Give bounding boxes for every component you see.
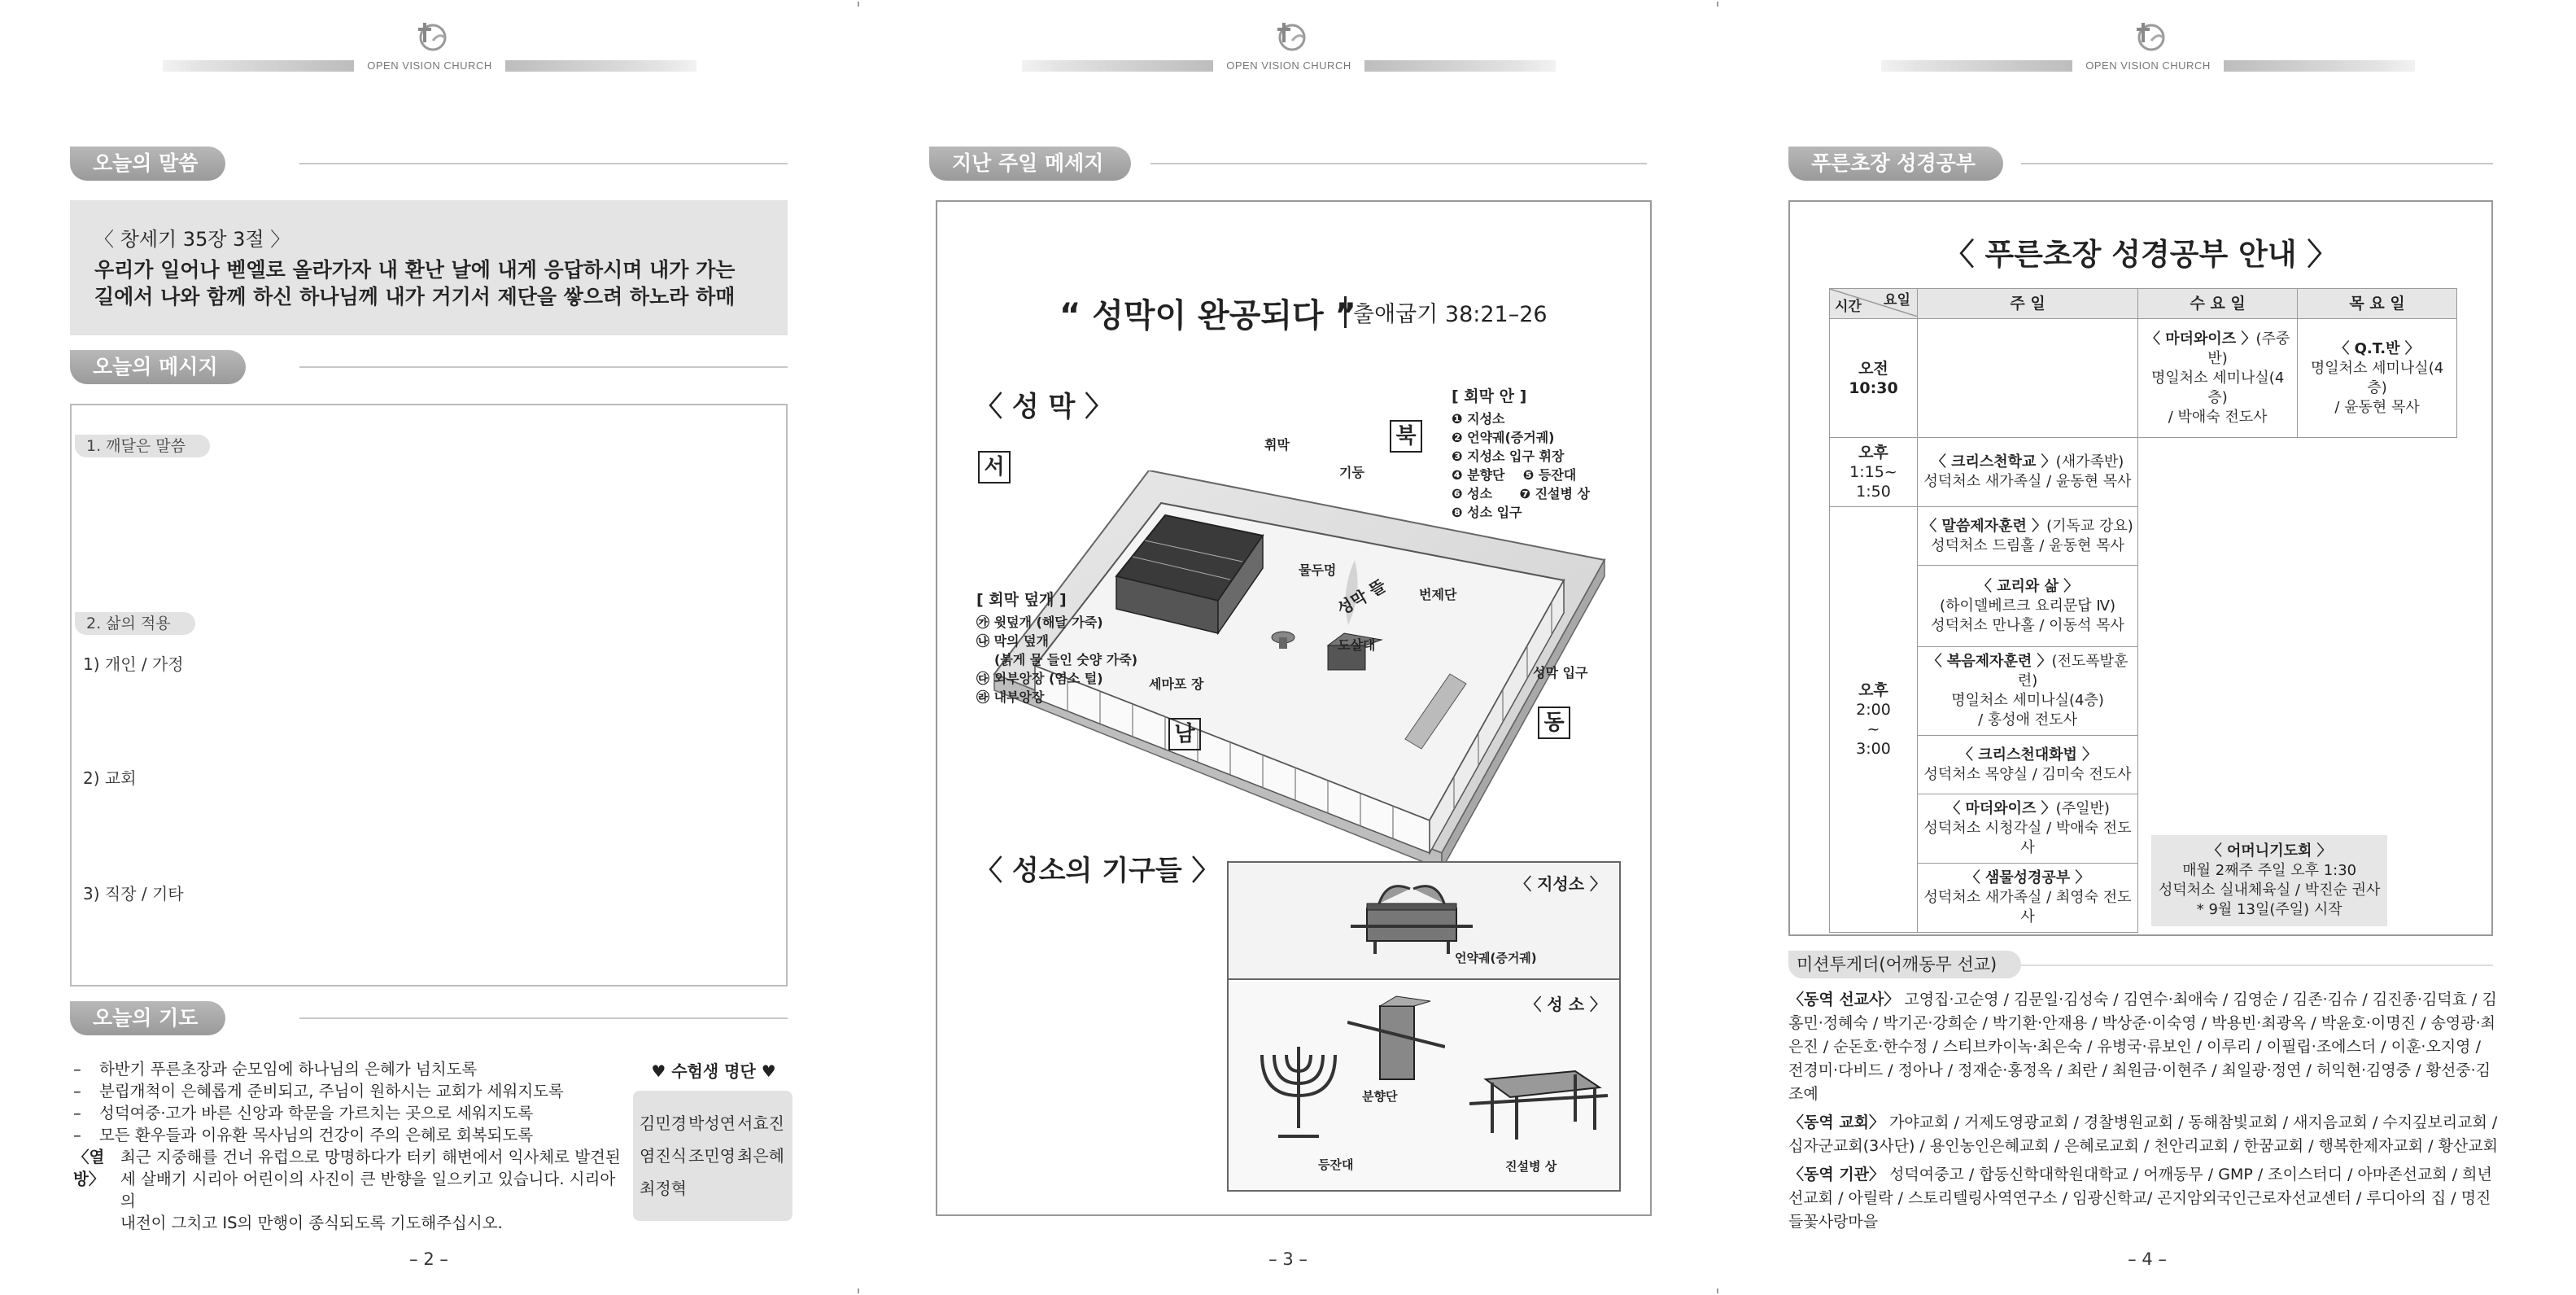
direction-west: 서: [978, 451, 1011, 483]
name-row: 김민경 박성연 서효진: [640, 1113, 784, 1133]
church-name: OPEN VISION CHURCH: [367, 59, 492, 72]
label-pillar: 기둥: [1339, 465, 1364, 480]
section-rule: [299, 163, 788, 164]
holiest-panel: [1229, 863, 1619, 980]
section-title: 오늘의 말씀: [70, 147, 225, 181]
header-bar-left: [1881, 60, 2072, 72]
tent-legend: [ 회막 안 ] ❶ 지성소 ❷ 언약궤(증거궤) ❸ 지성소 입구 휘장 ❹ 분향단 ❺ 등잔대 ❻ 성소 ❼ 진설병 상 ❽ 성소 입구: [1452, 387, 1590, 520]
apply-label: 1) 개인 / 가정: [83, 654, 184, 674]
page-3: [859, 0, 1717, 1295]
verse-line: 우리가 일어나 벧엘로 올라가자 내 환난 날에 내게 응답하시며 내가 가는: [94, 258, 736, 282]
church-logo-icon: [413, 18, 449, 54]
prayer-nations: 〈열방〉 최근 지중해를 건너 유럽으로 망명하다가 터키 해변에서 익사체로 발견된 세 살배기 시리아 어린이의 사진이 큰 반향을 일으키고 있습니다. 시리아의 내전이 그치고 IS의 만행이 종식되도록 기도해주십시오.: [73, 1148, 621, 1232]
name-row: 최정혁: [640, 1179, 687, 1198]
verse-box: [70, 200, 788, 335]
section-title: 오늘의 메시지: [70, 350, 246, 384]
sunday-header: 주 일: [1917, 289, 2137, 319]
prayer-item: – 분립개척이 은혜롭게 준비되고, 주님이 원하시는 교회가 세워지도록: [73, 1082, 564, 1100]
page-number: – 3 –: [1268, 1249, 1308, 1269]
church-header: [1881, 18, 2415, 75]
vessels-figure: [1227, 861, 1621, 1192]
section-title: 지난 주일 메세지: [929, 147, 1131, 181]
label-altar: 번제단: [1419, 587, 1457, 602]
message-notes-box[interactable]: [70, 404, 788, 987]
cover-legend: [ 회막 덮개 ] ㉮ 윗덮개 (해달 가죽) ㉯ 막의 덮개 (붉게 물 들인 숫양 가죽) ㉰ 외부앙장 (염소 털) ㉱ 내부앙장: [976, 591, 1138, 705]
prayer-item: – 하반기 푸른초장과 순모임에 하나님의 은혜가 넘치도록: [73, 1060, 478, 1078]
schedule-cell: 〈 마더와이즈 〉(주일반) 성덕처소 시청각실 / 박애숙 전도사: [1917, 794, 2137, 864]
label-slaughter-table: 도살대: [1338, 637, 1376, 653]
mission-title: 미션투게더(어깨동무 선교): [1788, 951, 2021, 978]
sermon-reference: 출애굽기 38:21–26: [1344, 296, 1548, 328]
prayer-item: – 성덕여중·고가 바른 신앙과 학문을 가르치는 곳으로 세워지도록: [73, 1104, 534, 1122]
study-schedule-table: [1829, 288, 2457, 933]
time-cell: 오후 2:00 ~ 3:00: [1830, 507, 1918, 933]
direction-east: 동: [1538, 707, 1570, 739]
header-bar-right: [1364, 60, 1556, 72]
study-guide-title: 〈 푸른초장 성경공부 안내 〉: [1944, 237, 2338, 272]
mothers-prayer-box: 〈 어머니기도회 〉 매월 2째주 주일 오후 1:30 성덕처소 실내체육실 / 박진순 권사 * 9월 13일(주일) 시작: [2151, 835, 2387, 926]
church-name: OPEN VISION CHURCH: [1226, 59, 1351, 72]
schedule-cell: 〈 크리스천대화법 〉 성덕처소 목양실 / 김미숙 전도사: [1917, 736, 2137, 794]
section-rule: [299, 366, 788, 368]
table-row: [1830, 438, 2457, 507]
incense-altar-label: 분향단: [1362, 1089, 1398, 1104]
sermon-box: [936, 200, 1652, 1216]
lampstand-label: 등잔대: [1318, 1157, 1354, 1172]
section-rule: [2021, 163, 2493, 164]
apply-label: 2) 교회: [83, 768, 137, 788]
direction-south: 남: [1168, 718, 1201, 750]
holy-place-panel: [1229, 982, 1619, 1190]
ark-label: 언약궤(증거궤): [1455, 951, 1537, 965]
header-bar-right: [2224, 60, 2415, 72]
subsection-label: 2. 삶의 적용: [75, 612, 195, 635]
page-2: [0, 0, 858, 1295]
church-header: [1022, 18, 1556, 75]
mission-list: [1788, 988, 2498, 1239]
incense-altar-icon: [1347, 990, 1445, 1096]
label-linen-fence: 세마포 장: [1149, 676, 1204, 692]
section-rule: [299, 1017, 788, 1019]
label-courtyard: 성막 뜰: [1334, 575, 1390, 619]
prayer-list: [73, 1058, 627, 1234]
section-rule: [1150, 163, 1647, 164]
study-guide-box: [1788, 200, 2493, 936]
lampstand-icon: [1250, 1039, 1347, 1144]
page-4: [1718, 0, 2576, 1295]
church-header: [163, 18, 696, 75]
verse-reference: 〈 창세기 35장 3절 〉: [94, 228, 290, 251]
exam-students-box: [633, 1091, 792, 1221]
section-title: 오늘의 기도: [70, 1001, 225, 1035]
prayer-item: – 모든 환우들과 이유환 목사님의 건강이 주의 은혜로 회복되도록: [73, 1126, 534, 1144]
schedule-cell: 〈 말씀제자훈련 〉(기독교 강요) 성덕처소 드림홀 / 윤동현 목사: [1917, 507, 2137, 566]
mission-organizations: 〈동역 기관〉 성덕여중고 / 합동신학대학원대학교 / 어깨동무 / GMP / 조이스터디 / 아마존선교회 / 희년선교회 / 아릴락 / 스토리텔링사역연구소 / 임광신학교/ 곤지암외국인근로자선교센터 / 루디아의 집 / 명진들꽃사랑마을: [1788, 1166, 2492, 1231]
mothers-prayer-cell: [2138, 438, 2457, 933]
section-bible-study: [1788, 147, 2493, 181]
vessels-heading: 〈 성소의 기구들 〉: [975, 855, 1220, 887]
showbread-table-label: 진설병 상: [1505, 1159, 1557, 1174]
schedule-cell: 〈 교리와 삶 〉 (하이델베르크 요리문답 Ⅳ) 성덕처소 만나홀 / 이동석 목사: [1917, 566, 2137, 647]
time-cell: 오후 1:15~ 1:50: [1830, 438, 1918, 507]
section-prayer: [70, 1001, 788, 1035]
label-laver: 물두멍: [1299, 562, 1337, 578]
ark-icon: [1351, 876, 1473, 957]
section-word: [70, 147, 788, 181]
table-row: [1830, 319, 2457, 438]
mission-churches: 〈동역 교회〉 가야교회 / 거제도영광교회 / 경찰병원교회 / 동해참빛교회 / 새지음교회 / 수지깊보리교회 / 십자군교회(3사단) / 용인농인은혜교회 / 은혜로교회 / 천안리교회 / 한꿈교회 / 행복한제자교회 / 황산교회: [1788, 1113, 2498, 1155]
mission-missionaries: 〈동역 선교사〉 고영집·고순영 / 김문일·김성숙 / 김연수·최애숙 / 김영순 / 김존·김슈 / 김진종·김덕효 / 김홍민·정혜숙 / 박기곤·강희순 / 박기환·안재용 / 박상준·이숙영 / 박용빈·최광옥 / 박윤호·이명진 / 송영광·최은진 / 순돈호·한수정 / 스티브카이녹·최은숙 / 유병국·류보인 / 이루리 / 이필립·조에스더 / 이훈·오지영 / 전경미·다비드 / 정아나 / 정재순·홍정옥 / 최란 / 최원금·이현주 / 최일광·정연 / 허익현·김영중 / 황선중·김조예: [1788, 991, 2497, 1103]
page-number: – 2 –: [409, 1249, 448, 1269]
section-title: 푸른초장 성경공부: [1788, 147, 2003, 181]
church-logo-icon: [2132, 18, 2168, 54]
mission-rule: [1995, 965, 2493, 966]
page-number: – 4 –: [2128, 1249, 2167, 1269]
showbread-table-icon: [1469, 1055, 1608, 1144]
section-message: [70, 350, 788, 384]
time-cell: 오전 10:30: [1830, 319, 1918, 438]
schedule-cell: 〈 샘물성경공부 〉 성덕처소 새가족실 / 최영숙 전도사: [1917, 864, 2137, 933]
verse-line: 길에서 나와 함께 하신 하나님께 내가 거기서 제단을 쌓으려 하노라 하매: [94, 285, 736, 308]
schedule-cell: 〈 마더와이즈 〉(주중반) 명일처소 세미나실(4층) / 박애숙 전도사: [2138, 319, 2298, 438]
time-day-header: 시간 요일: [1830, 289, 1918, 319]
section-last-sermon: [929, 147, 1647, 181]
header-bar-left: [1022, 60, 1213, 72]
name-row: 염진식 조민영 최은혜: [640, 1146, 784, 1166]
tabernacle-heading: 〈 성 막 〉: [975, 391, 1113, 423]
table-header-row: [1830, 289, 2457, 319]
exam-students-title: ♥ 수험생 명단 ♥: [651, 1061, 776, 1081]
header-bar-right: [505, 60, 696, 72]
header-bar-left: [163, 60, 354, 72]
schedule-cell: [1917, 319, 2137, 438]
wednesday-header: 수 요 일: [2138, 289, 2298, 319]
schedule-cell: 〈 복음제자훈련 〉(전도폭발훈련) 명일처소 세미나실(4층) / 홍성애 전도사: [1917, 647, 2137, 736]
apply-label: 3) 직장 / 기타: [83, 884, 184, 903]
sermon-title: “ 성막이 완공되다 ”: [1059, 297, 1356, 335]
direction-north: 북: [1390, 420, 1422, 453]
thursday-header: 목 요 일: [2298, 289, 2457, 319]
holiest-heading: 〈 지성소 〉: [1515, 874, 1606, 894]
label-curtain: 휘막: [1264, 437, 1290, 453]
holy-place-heading: 〈 성 소 〉: [1525, 995, 1606, 1014]
subsection-label: 1. 깨달은 말씀: [75, 435, 210, 457]
schedule-cell: 〈 Q.T.반 〉 명일처소 세미나실(4층) / 윤동현 목사: [2298, 319, 2457, 438]
label-gate: 성막 입구: [1533, 665, 1588, 680]
schedule-cell: 〈 크리스천학교 〉(새가족반) 성덕처소 새가족실 / 윤동현 목사: [1917, 438, 2137, 507]
church-logo-icon: [1273, 18, 1308, 54]
church-name: OPEN VISION CHURCH: [2085, 59, 2211, 72]
